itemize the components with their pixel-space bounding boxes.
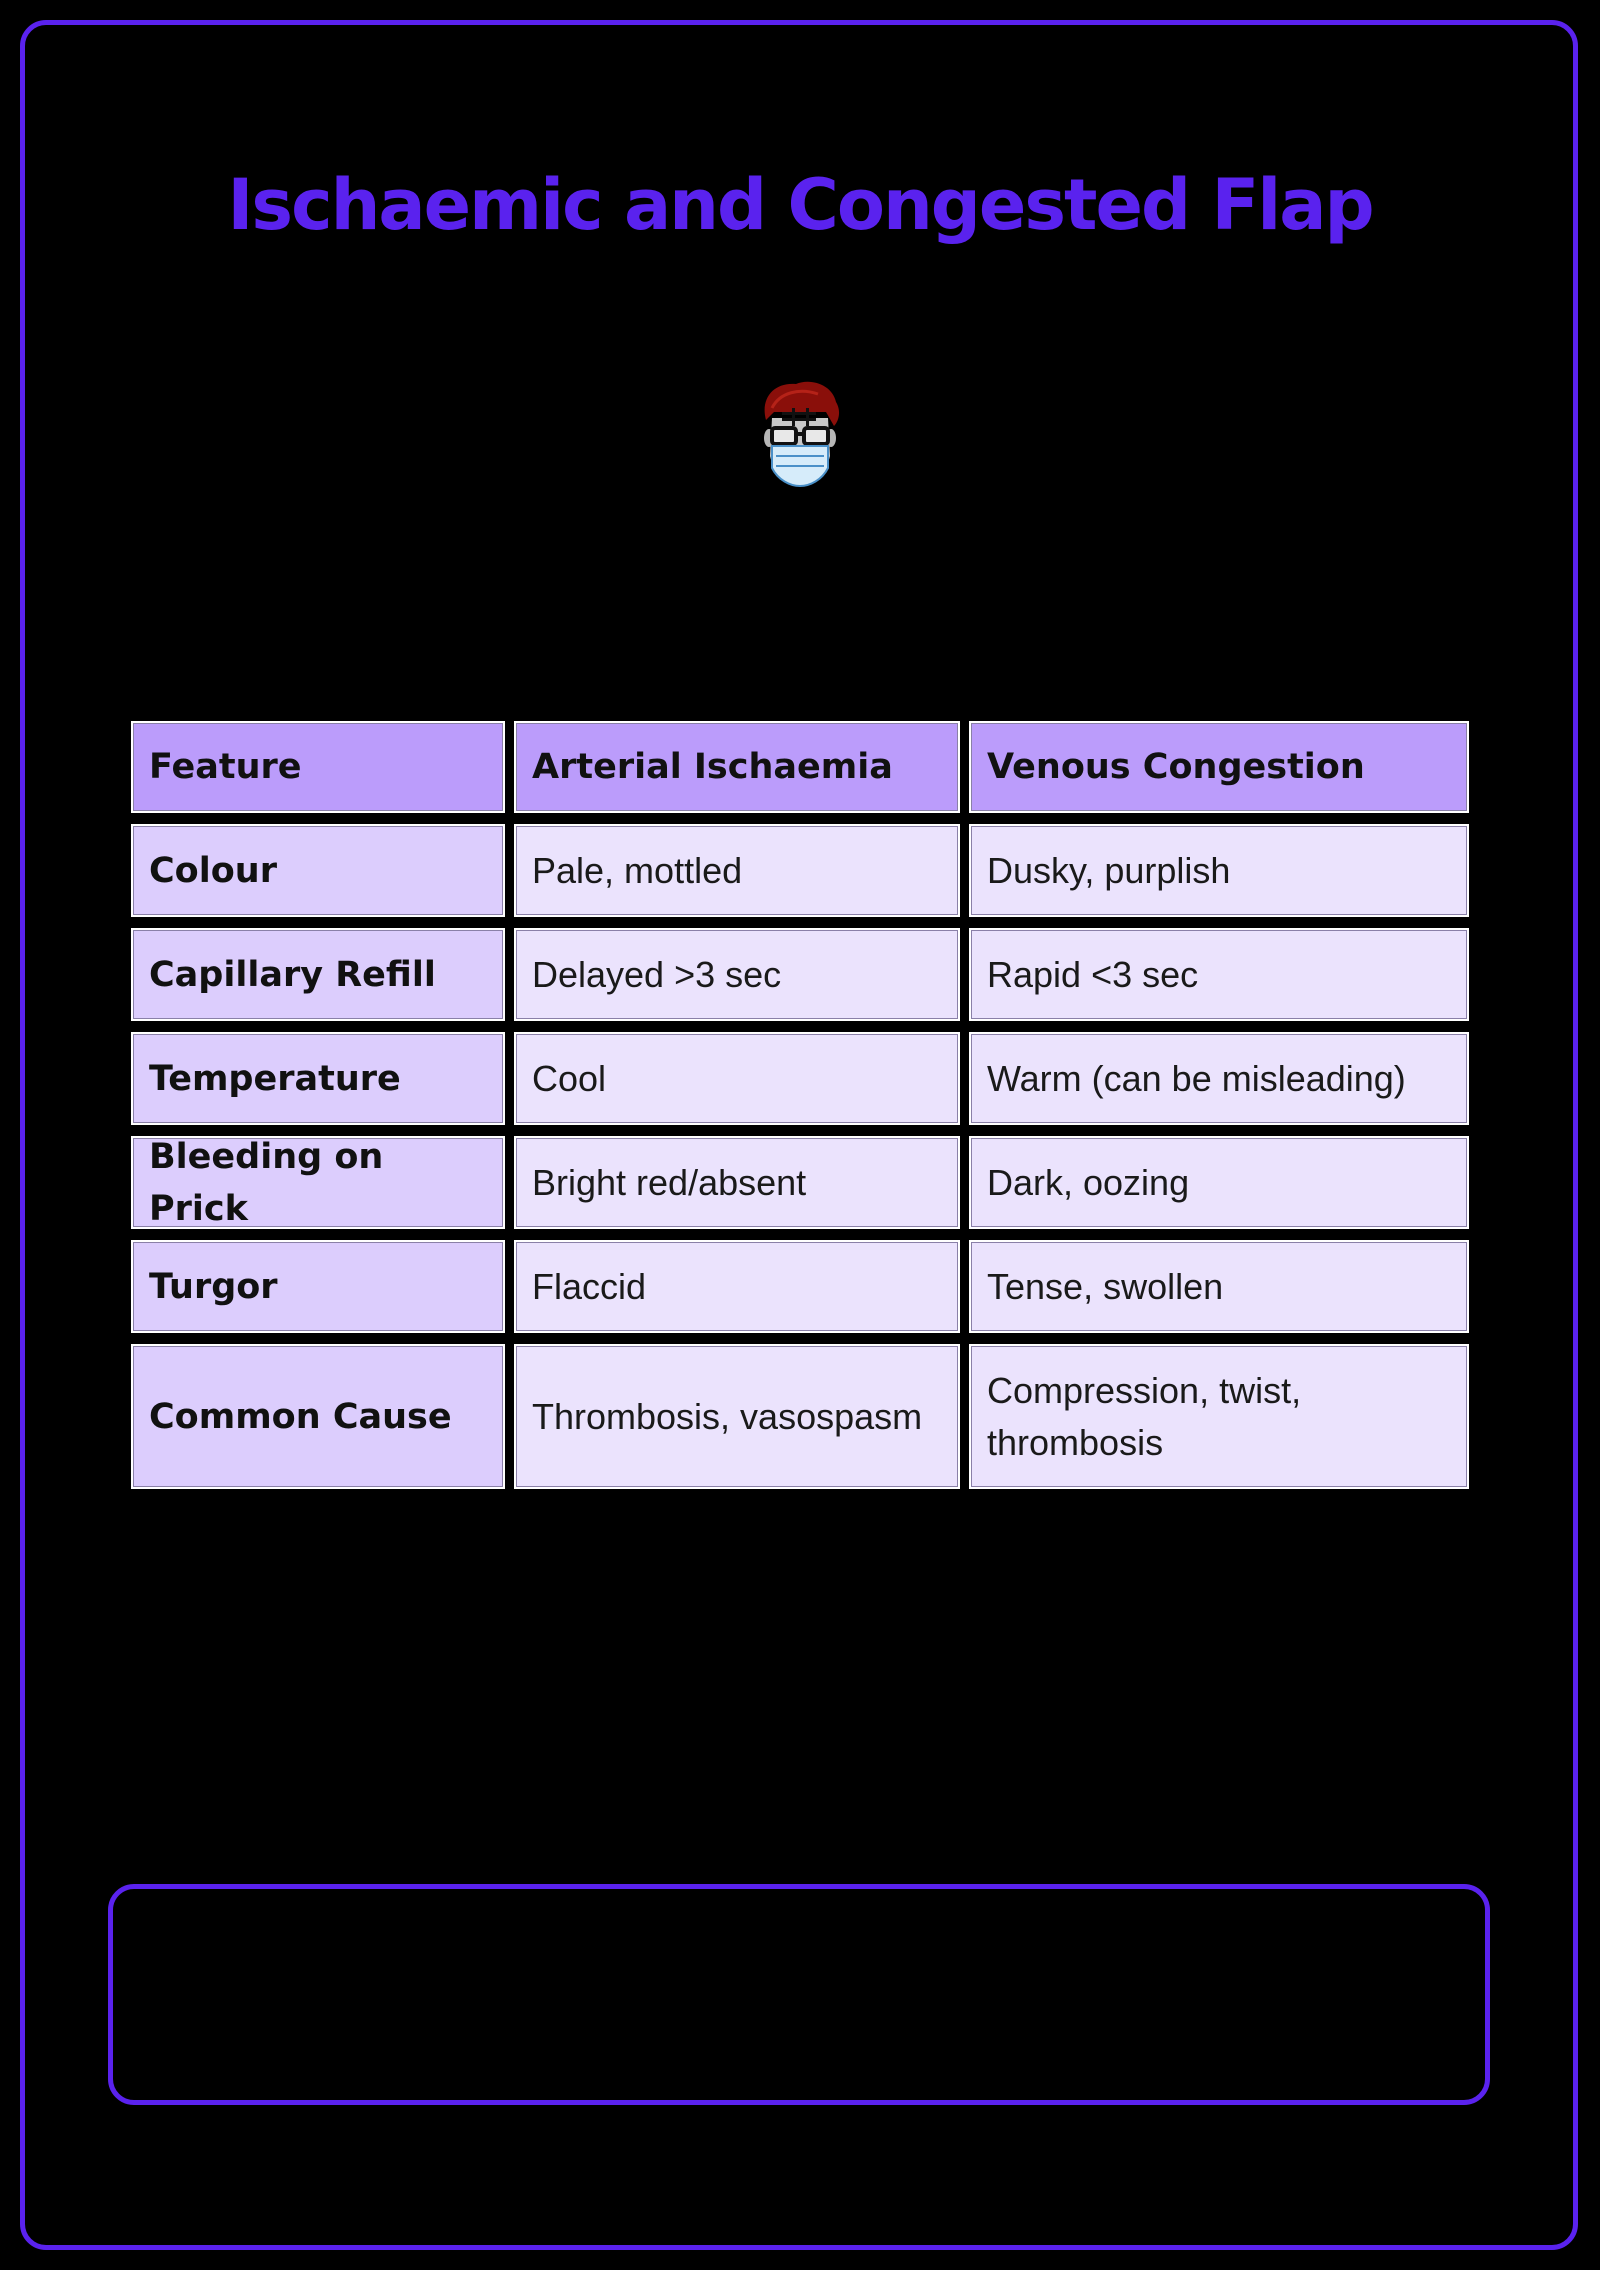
arterial-cell: Bright red/absent <box>514 1136 960 1229</box>
arterial-cell: Pale, mottled <box>514 824 960 917</box>
table-row <box>131 928 1469 1021</box>
table-row <box>131 1136 1469 1229</box>
table-row <box>131 824 1469 917</box>
feature-cell: Capillary Refill <box>131 928 505 1021</box>
arterial-cell: Thrombosis, vasospasm <box>514 1344 960 1489</box>
feature-cell: Temperature <box>131 1032 505 1125</box>
arterial-cell: Cool <box>514 1032 960 1125</box>
table-row <box>131 1032 1469 1125</box>
comparison-table <box>131 721 1469 1500</box>
table-header-row <box>131 721 1469 813</box>
feature-cell: Colour <box>131 824 505 917</box>
venous-cell: Tense, swollen <box>969 1240 1469 1333</box>
note-box <box>108 1884 1490 2105</box>
table-row <box>131 1344 1469 1489</box>
arterial-cell: Flaccid <box>514 1240 960 1333</box>
feature-cell: Common Cause <box>131 1344 505 1489</box>
venous-cell: Dusky, purplish <box>969 824 1469 917</box>
venous-cell: Warm (can be misleading) <box>969 1032 1469 1125</box>
venous-cell: Rapid <3 sec <box>969 928 1469 1021</box>
feature-cell: Bleeding on Prick <box>131 1136 505 1229</box>
venous-cell: Compression, twist, thrombosis <box>969 1344 1469 1489</box>
page-title: Ischaemic and Congested Flap <box>227 164 1373 246</box>
arterial-cell: Delayed >3 sec <box>514 928 960 1021</box>
venous-cell: Dark, oozing <box>969 1136 1469 1229</box>
header-feature: Feature <box>131 721 505 813</box>
table-row <box>131 1240 1469 1333</box>
header-arterial-ischaemia: Arterial Ischaemia <box>514 721 960 813</box>
feature-cell: Turgor <box>131 1240 505 1333</box>
doctor-avatar-icon <box>752 378 848 490</box>
header-venous-congestion: Venous Congestion <box>969 721 1469 813</box>
